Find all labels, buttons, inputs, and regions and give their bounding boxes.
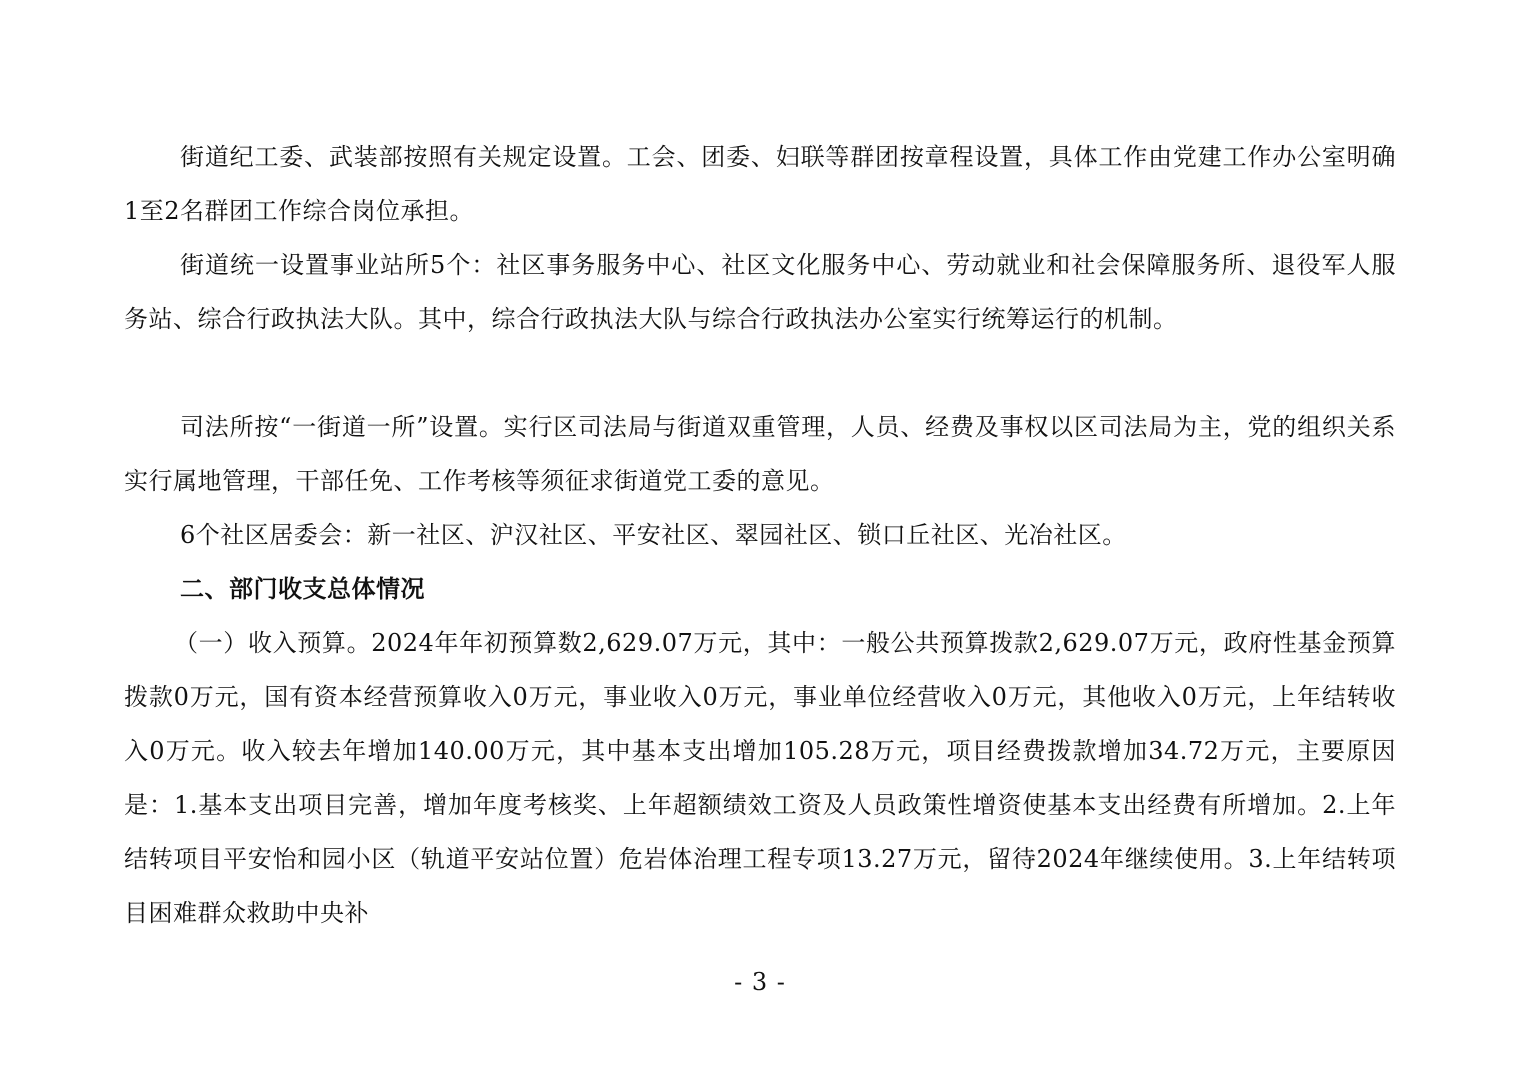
paragraph-judicial-office: 司法所按“一街道一所”设置。实行区司法局与街道双重管理，人员、经费及事权以区司法局为主，党的组织关系实行属地管理，干部任免、工作考核等须征求街道党工委的意见。	[124, 413, 1396, 495]
section-heading: 二、部门收支总体情况	[180, 575, 425, 603]
paragraph-service-stations: 街道统一设置事业站所5个：社区事务服务中心、社区文化服务中心、劳动就业和社会保障服务所、退役军人服务站、综合行政执法大队。其中，综合行政执法大队与综合行政执法办公室实行统筹运行的机制。	[124, 251, 1396, 333]
paragraph-income-budget: （一）收入预算。2024年年初预算数2,629.07万元，其中：一般公共预算拨款2,629.07万元，政府性基金预算拨款0万元，国有资本经营预算收入0万元，事业收入0万元，事业单位经营收入0万元，其他收入0万元，上年结转收入0万元。收入较去年增加140.00万元，其中基本支出增加105.28万元，项目经费拨款增加34.72万元，主要原因是：1.基本支出项目完善，增加年度考核奖、上年超额绩效工资及人员政策性增资使基本支出经费有所增加。2.上年结转项目平安怡和园小区（轨道平安站位置）危岩体治理工程专项13.27万元，留待2024年继续使用。3.上年结转项目困难群众救助中央补	[124, 629, 1396, 927]
paragraph-community-committees: 6个社区居委会：新一社区、沪汉社区、平安社区、翠园社区、锁口丘社区、光冶社区。	[180, 521, 1127, 549]
page-number: - 3 -	[734, 968, 786, 996]
paragraph-discipline-committee: 街道纪工委、武装部按照有关规定设置。工会、团委、妇联等群团按章程设置，具体工作由党建工作办公室明确1至2名群团工作综合岗位承担。	[124, 143, 1396, 225]
